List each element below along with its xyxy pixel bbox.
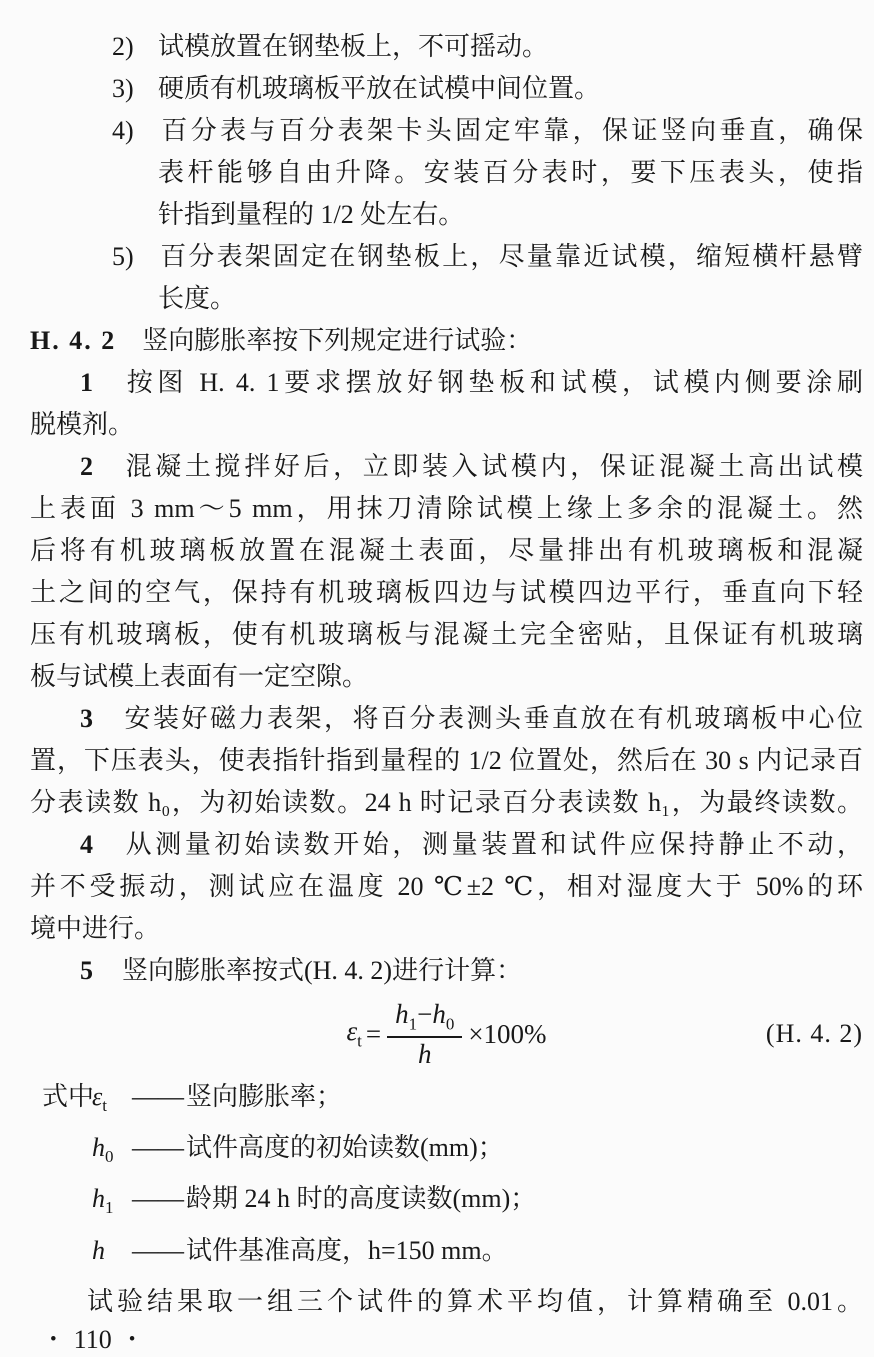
symbol: $h_0$ bbox=[92, 1133, 114, 1167]
paragraph-line: 上表面 3 mm～5 mm，用抹刀清除试模上缘上多余的混凝土。然 bbox=[30, 494, 863, 523]
paragraph-line: 后将有机玻璃板放置在混凝土表面，尽量排出有机玻璃板和混凝 bbox=[30, 536, 863, 565]
paragraph bbox=[30, 824, 863, 950]
definition-dash: —— bbox=[132, 1082, 184, 1111]
paragraph-line bbox=[80, 446, 863, 488]
symbol: $h_1$ bbox=[92, 1184, 114, 1218]
list-line: 表杆能够自由升降。安装百分表时，要下压表头，使指 bbox=[158, 158, 863, 187]
footer-dot-left: • bbox=[50, 1328, 57, 1350]
paragraph-number: 5 bbox=[80, 956, 93, 985]
definition-dash: —— bbox=[132, 1184, 184, 1214]
paragraph-text: 安装好磁力表架，将百分表测头垂直放在有机玻璃板中心位 bbox=[122, 704, 863, 733]
list-item-text: 试模放置在钢垫板上，不可摇动。 bbox=[158, 32, 549, 61]
paragraph-line bbox=[80, 950, 863, 992]
list-item-text: 硬质有机玻璃板平放在试模中间位置。 bbox=[158, 74, 601, 103]
paragraph-text: 竖向膨胀率按式(H. 4. 2)进行计算： bbox=[122, 956, 523, 985]
page-number: 110 bbox=[73, 1324, 112, 1354]
paragraph-line: 境中进行。 bbox=[30, 914, 161, 943]
paragraph-number: 3 bbox=[80, 704, 93, 733]
symbol-definitions bbox=[30, 1076, 863, 1281]
paragraph-line: 压有机玻璃板，使有机玻璃板与混凝土完全密贴，且保证有机玻璃 bbox=[30, 620, 863, 649]
definition-dash: —— bbox=[132, 1235, 184, 1265]
list-line bbox=[112, 110, 863, 152]
paragraph-line: 土之间的空气，保持有机玻璃板四边与试模四边平行，垂直向下轻 bbox=[30, 578, 863, 607]
fraction bbox=[387, 999, 462, 1069]
paragraph bbox=[30, 698, 863, 824]
list-item-text: 百分表与百分表架卡头固定牢靠，保证竖向垂直，确保 bbox=[158, 116, 863, 145]
formula bbox=[346, 999, 546, 1069]
definition-row bbox=[30, 1127, 863, 1178]
list-item-text: 百分表架固定在钢垫板上，尽量靠近试模，缩短横杆悬臂 bbox=[158, 242, 863, 271]
paragraph-number: 2 bbox=[80, 452, 93, 481]
definition-row bbox=[30, 1178, 863, 1229]
paragraph bbox=[30, 950, 863, 992]
list-item-marker: 2) bbox=[112, 32, 134, 61]
paragraph-text: 按图 H. 4. 1要求摆放好钢垫板和试模，试模内侧要涂刷 bbox=[122, 368, 863, 397]
definition-text: 试件基准高度，h=150 mm。 bbox=[186, 1235, 508, 1265]
fraction-numerator: $h_1-h_0$ bbox=[387, 999, 462, 1037]
equation-number: (H. 4. 2) bbox=[765, 1019, 863, 1048]
paragraph bbox=[30, 362, 863, 446]
paragraph bbox=[30, 446, 863, 698]
paragraph-text: 混凝土搅拌好后，立即装入试模内，保证混凝土高出试模 bbox=[122, 452, 863, 481]
minus-sign: − bbox=[417, 999, 433, 1030]
multiplier: ×100% bbox=[468, 1018, 547, 1049]
list-line bbox=[112, 26, 863, 68]
list-item-marker: 4) bbox=[112, 116, 134, 145]
formula-variable: $\varepsilon_t$ bbox=[346, 1016, 362, 1051]
closing-paragraph: 试验结果取一组三个试件的算术平均值，计算精确至 0.01。 bbox=[87, 1286, 863, 1316]
page-footer bbox=[50, 1323, 863, 1357]
list-item bbox=[30, 236, 863, 320]
paragraph-line: 分表读数 h₀，为初始读数。24 h 时记录百分表读数 h₁，为最终读数。 bbox=[30, 788, 863, 817]
numbered-sublist bbox=[30, 26, 863, 320]
definition-text: 龄期 24 h 时的高度读数(mm)； bbox=[186, 1184, 537, 1214]
list-item bbox=[30, 68, 863, 110]
equation-block bbox=[30, 992, 863, 1076]
section-title: 竖向膨胀率按下列规定进行试验： bbox=[142, 326, 533, 355]
section-heading bbox=[30, 320, 863, 362]
paragraph-line: 置，下压表头，使表指针指到量程的 1/2 位置处，然后在 30 s 内记录百 bbox=[30, 746, 863, 775]
fraction-denominator: h bbox=[417, 1038, 432, 1069]
list-item-marker: 5) bbox=[112, 242, 134, 271]
list-item bbox=[30, 26, 863, 68]
definition-text: 竖向膨胀率； bbox=[186, 1082, 343, 1111]
definition-row bbox=[30, 1076, 863, 1127]
list-item-marker: 3) bbox=[112, 74, 134, 103]
paragraph-line bbox=[80, 362, 863, 404]
paragraph-number: 4 bbox=[80, 830, 93, 859]
definition-text: 试件高度的初始读数(mm)； bbox=[186, 1133, 504, 1163]
paragraph-line: 脱模剂。 bbox=[30, 410, 135, 439]
symbol: $\varepsilon_t$ bbox=[92, 1082, 107, 1116]
section-number: H. 4. 2 bbox=[30, 326, 117, 355]
equals-sign: = bbox=[365, 1018, 382, 1049]
list-line: 长度。 bbox=[158, 284, 237, 313]
definitions-lead: 式中 bbox=[42, 1082, 95, 1111]
paragraph-number: 1 bbox=[80, 368, 93, 397]
symbol: h bbox=[92, 1235, 105, 1265]
paragraph-line: 并不受振动，测试应在温度 20 ℃±2 ℃，相对湿度大于 50%的环 bbox=[30, 872, 863, 901]
paragraph-line bbox=[80, 698, 863, 740]
paragraph-line: 板与试模上表面有一定空隙。 bbox=[30, 662, 369, 691]
paragraph-text: 从测量初始读数开始，测量装置和试件应保持静止不动， bbox=[122, 830, 863, 859]
definition-dash: —— bbox=[132, 1133, 184, 1163]
list-line bbox=[112, 68, 863, 110]
paragraph-line bbox=[80, 824, 863, 866]
list-item bbox=[30, 110, 863, 236]
list-line: 针指到量程的 1/2 处左右。 bbox=[158, 200, 465, 229]
footer-dot-right: • bbox=[128, 1328, 136, 1350]
list-line bbox=[112, 236, 863, 278]
definition-row bbox=[30, 1230, 863, 1281]
